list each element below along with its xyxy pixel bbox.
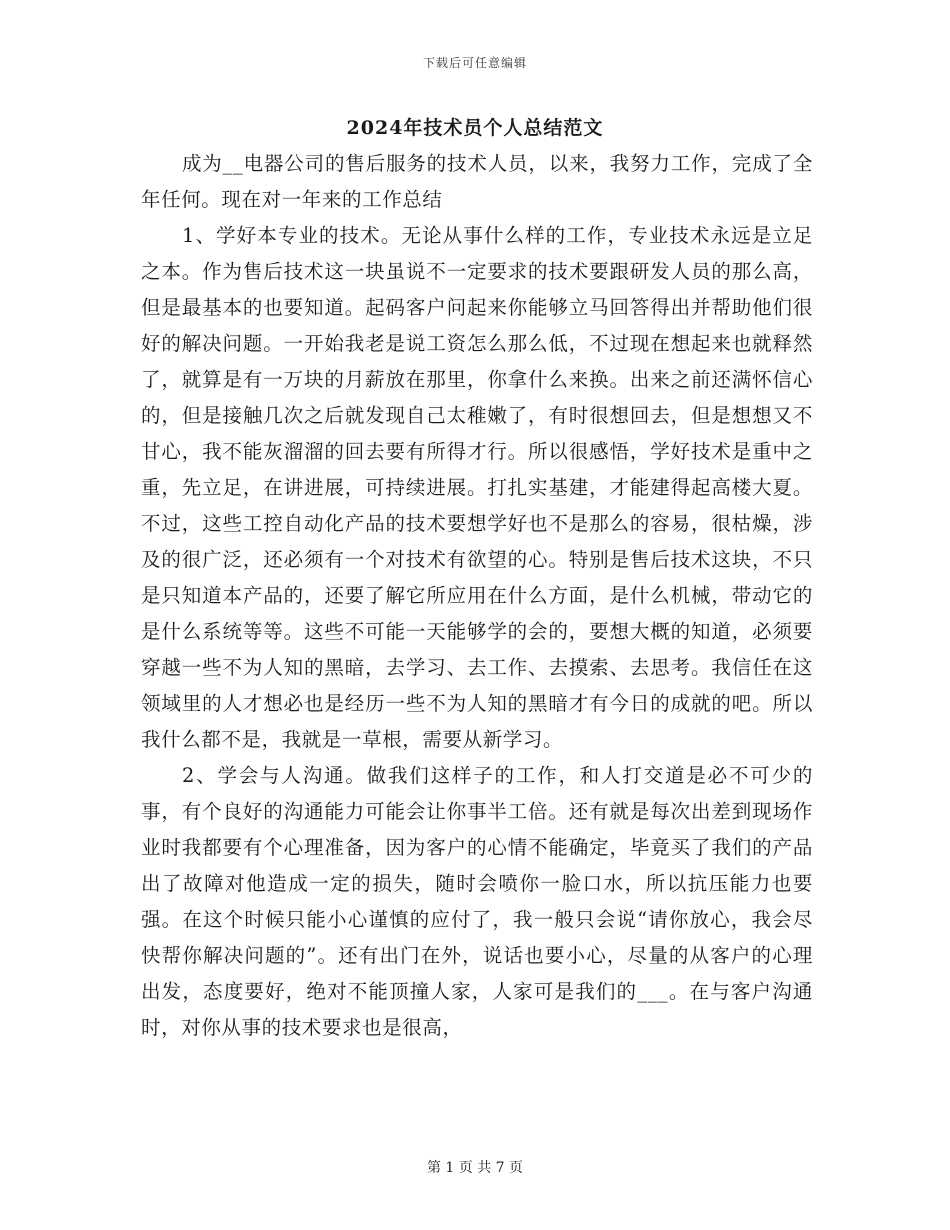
page-number-indicator: 第 1 页 共 7 页 bbox=[426, 1160, 524, 1176]
document-title: 2024年技术员个人总结范文 bbox=[346, 117, 604, 139]
document-body bbox=[141, 146, 813, 1046]
page-header-note: 下载后可任意编辑 bbox=[422, 56, 527, 70]
paragraph-technical-skills: 1、学好本专业的技术。无论从事什么样的工作，专业技术永远是立足之本。作为售后技术这一块虽说不一定要求的技术要跟研发人员的那么高，但是最基本的也要知道。起码客户问起来你能够立马回答得出并帮助他们很好的解决问题。一开始我老是说工资怎么那么低，不过现在想起来也就释然了，就算是有一万块的月薪放在那里，你拿什么来换。出来之前还满怀信心的，但是接触几次之后就发现自己太稚嫩了，有时很想回去，但是想想又不甘心，我不能灰溜溜的回去要有所得才行。所以很感悟，学好技术是重中之重，先立足，在讲进展，可持续进展。打扎实基建，才能建得起高楼大夏。不过，这些工控自动化产品的技术要想学好也不是那么的容易，很枯燥，涉及的很广泛，还必须有一个对技术有欲望的心。特别是售后技术这块，不只是只知道本产品的，还要了解它所应用在什么方面，是什么机械，带动它的是什么系统等等。这些不可能一天能够学的会的，要想大概的知道，必须要穿越一些不为人知的黑暗，去学习、去工作、去摸索、去思考。我信任在这领域里的人才想必也是经历一些不为人知的黑暗才有今日的成就的吧。所以我什么都不是，我就是一草根，需要从新学习。 bbox=[141, 224, 813, 751]
paragraph-communication: 2、学会与人沟通。做我们这样子的工作，和人打交道是必不可少的事，有个良好的沟通能力可能会让你事半工倍。还有就是每次出差到现场作业时我都要有个心理准备，因为客户的心情不能确定，毕竟买了我们的产品出了故障对他造成一定的损失，随时会喷你一脸口水，所以抗压能力也要强。在这个时候只能小心谨慎的应付了，我一般只会说“请你放心，我会尽快帮你解决问题的”。还有出门在外，说话也要小心，尽量的从客户的心理出发，态度要好，绝对不能顶撞人家，人家可是我们的___。在与客户沟通时，对你从事的技术要求也是很高， bbox=[141, 764, 813, 1039]
paragraph-intro: 成为__电器公司的售后服务的技术人员，以来，我努力工作，完成了全年任何。现在对一年来的工作总结 bbox=[141, 152, 813, 211]
